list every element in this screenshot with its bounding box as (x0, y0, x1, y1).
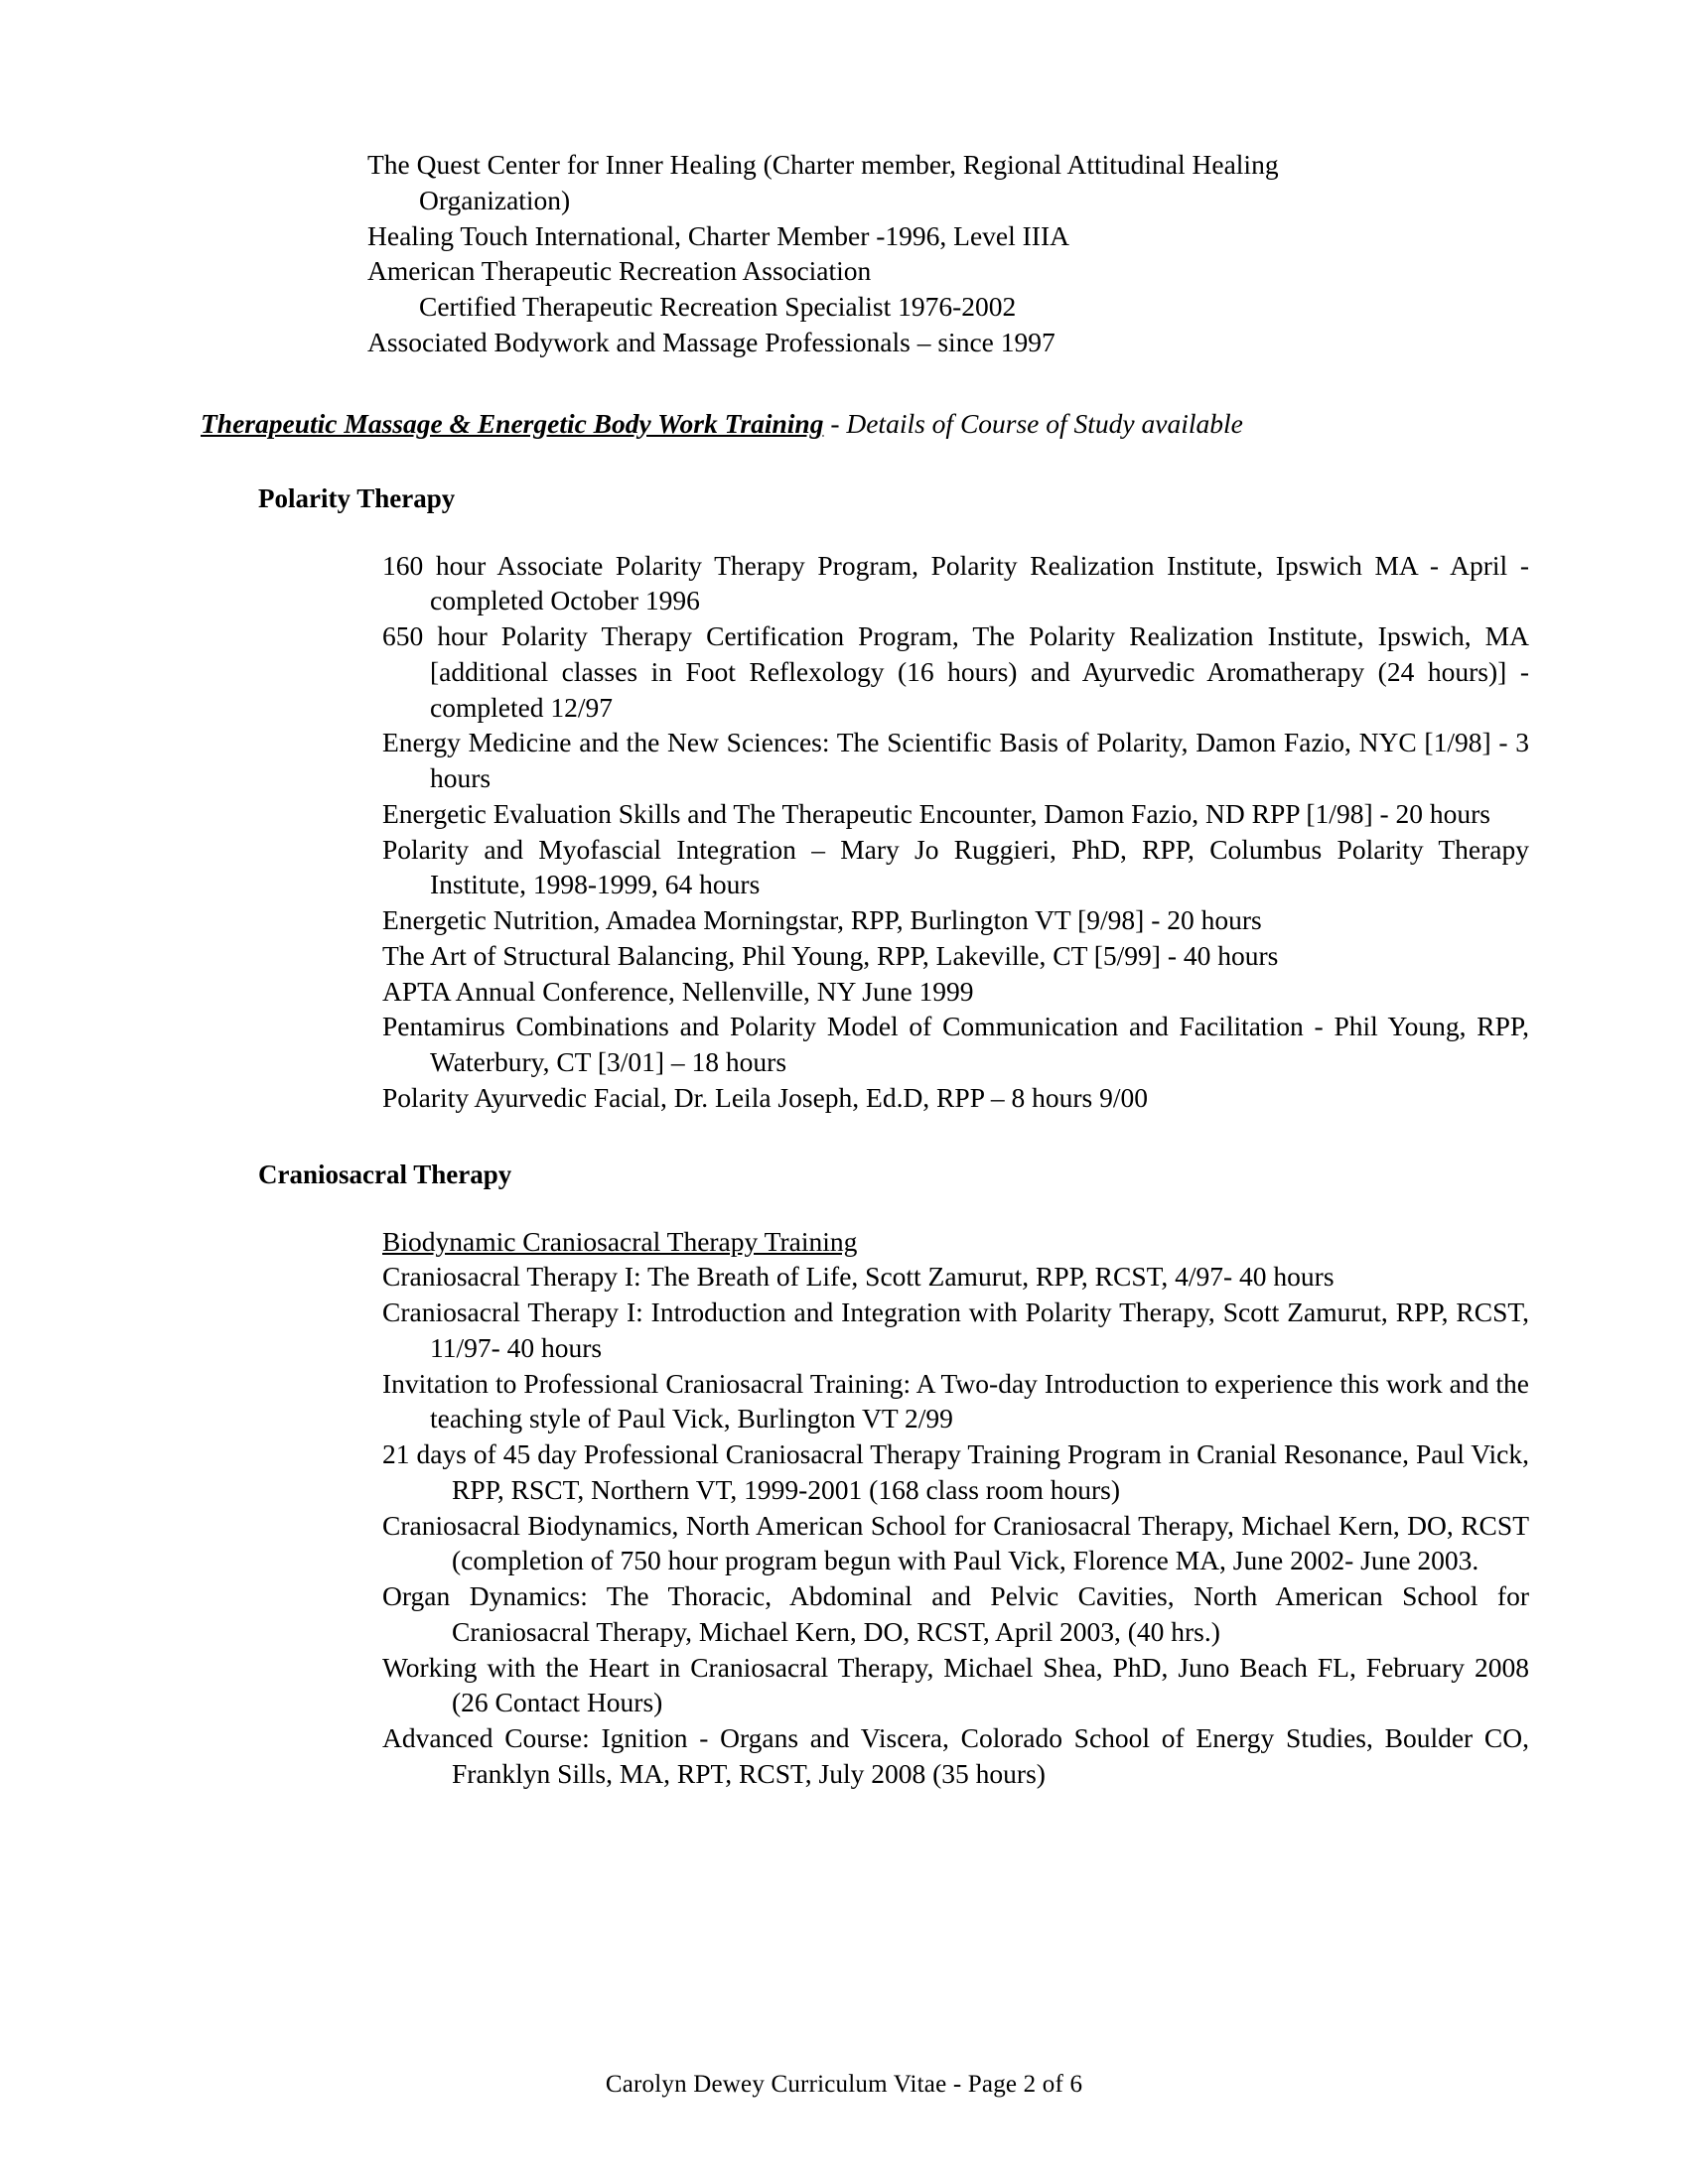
course-item: Working with the Heart in Craniosacral Therapy, Michael Shea, PhD, Juno Beach FL, February 2008 (26 Contact Hours) (382, 1651, 1529, 1718)
course-item: Energy Medicine and the New Sciences: The Scientific Basis of Polarity, Damon Fazio, NYC [1/98] - 3 hours (382, 727, 1529, 793)
membership-item: Associated Bodywork and Massage Professionals – since 1997 (367, 326, 1055, 357)
craniosacral-subtitle: Biodynamic Craniosacral Therapy Training (382, 1225, 858, 1257)
course-item: Energetic Evaluation Skills and The Therapeutic Encounter, Damon Fazio, ND RPP [1/98] - 20 hours (382, 797, 1490, 829)
subsection-heading-craniosacral: Craniosacral Therapy (258, 1159, 512, 1189)
memberships-list (367, 147, 1539, 360)
subsection-heading-polarity: Polarity Therapy (258, 482, 456, 513)
page-footer: Carolyn Dewey Curriculum Vitae - Page 2 of 6 (605, 2071, 1083, 2098)
membership-item: Healing Touch International, Charter Member -1996, Level IIIA (367, 219, 1069, 251)
membership-item-continuation: Organization) (419, 184, 571, 215)
craniosacral-course-list (382, 1224, 1529, 1792)
membership-item: American Therapeutic Recreation Association (367, 255, 872, 287)
course-item: Organ Dynamics: The Thoracic, Abdominal and Pelvic Cavities, North American School for Craniosacral Therapy, Michael Kern, DO, RCST, April 2003, (40 hrs.) (382, 1580, 1529, 1647)
course-item: Energetic Nutrition, Amadea Morningstar, RPP, Burlington VT [9/98] - 20 hours (382, 904, 1262, 935)
course-item: 160 hour Associate Polarity Therapy Program, Polarity Realization Institute, Ipswich MA - April - completed October 1996 (382, 549, 1529, 616)
course-item: Polarity Ayurvedic Facial, Dr. Leila Joseph, Ed.D, RPP – 8 hours 9/00 (382, 1081, 1148, 1113)
course-item: Craniosacral Therapy I: The Breath of Life, Scott Zamurut, RPP, RCST, 4/97- 40 hours (382, 1261, 1335, 1293)
course-item: Invitation to Professional Craniosacral Training: A Two-day Introduction to experience this work and the teaching style of Paul Vick, Burlington VT 2/99 (382, 1367, 1529, 1434)
section-heading-underlined-text: Therapeutic Massage & Energetic Body Work Training (201, 407, 824, 439)
membership-item-sub: Certified Therapeutic Recreation Specialist 1976-2002 (419, 291, 1017, 322)
section-heading-suffix: - Details of Course of Study available (823, 407, 1243, 439)
course-item: Pentamirus Combinations and Polarity Model of Communication and Facilitation - Phil Young, RPP, Waterbury, CT [3/01] – 18 hours (382, 1011, 1529, 1077)
course-item: Advanced Course: Ignition - Organs and Viscera, Colorado School of Energy Studies, Boulder CO, Franklyn Sills, MA, RPT, RCST, July 2008 (35 hours) (382, 1722, 1529, 1789)
membership-item: The Quest Center for Inner Healing (Charter member, Regional Attitudinal Healing (367, 149, 1279, 180)
section-heading-training (201, 408, 1539, 440)
course-item: Craniosacral Therapy I: Introduction and Integration with Polarity Therapy, Scott Zamurut, RPP, RCST, 11/97- 40 hours (382, 1297, 1529, 1363)
course-item: APTA Annual Conference, Nellenville, NY June 1999 (382, 975, 974, 1007)
course-item: Polarity and Myofascial Integration – Mary Jo Ruggieri, PhD, RPP, Columbus Polarity Therapy Institute, 1998-1999, 64 hours (382, 833, 1529, 900)
course-item: Craniosacral Biodynamics, North American School for Craniosacral Therapy, Michael Kern, DO, RCST (completion of 750 hour program begun with Paul Vick, Florence MA, June 2002- June 2003. (382, 1509, 1529, 1576)
polarity-course-list (382, 548, 1529, 1116)
course-item: 650 hour Polarity Therapy Certification Program, The Polarity Realization Institute, Ipswich, MA [additional classes in Foot Reflexology (16 hours) and Ayurvedic Aromatherapy (24 hours)] - completed 12/97 (382, 620, 1529, 723)
course-item: 21 days of 45 day Professional Craniosacral Therapy Training Program in Cranial Resonance, Paul Vick, RPP, RSCT, Northern VT, 1999-2001 (168 class room hours) (382, 1438, 1529, 1505)
course-item: The Art of Structural Balancing, Phil Young, RPP, Lakeville, CT [5/99] - 40 hours (382, 939, 1279, 971)
